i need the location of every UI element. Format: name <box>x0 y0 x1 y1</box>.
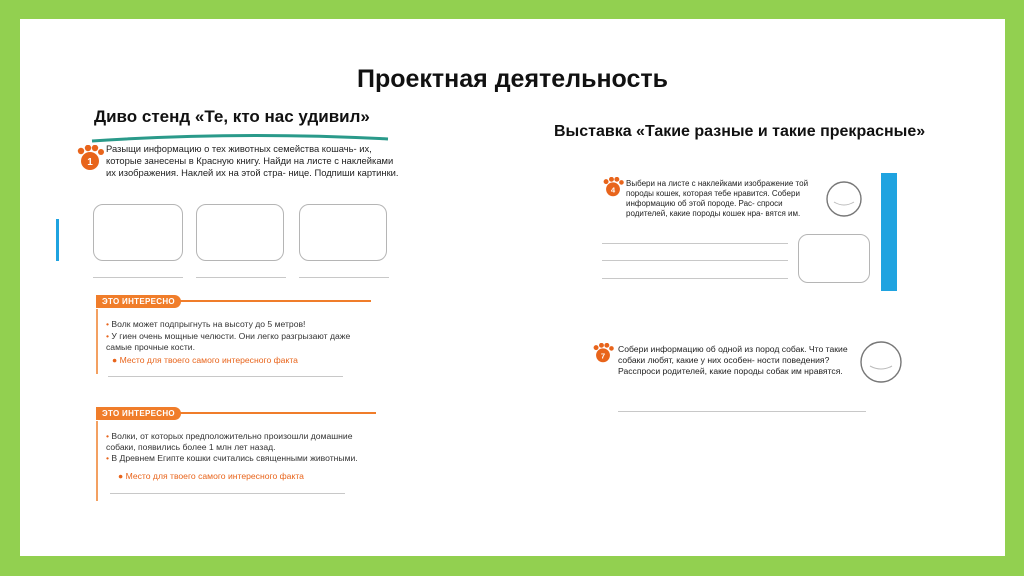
paw-icon <box>76 145 104 171</box>
write-line <box>602 243 788 244</box>
write-line <box>618 411 866 412</box>
info-tag: ЭТО ИНТЕРЕСНО <box>96 407 181 420</box>
fact: Волки, от которых предположительно произошли домашние собаки, появились более 1 млн лет назад. <box>106 431 353 452</box>
caption-line <box>93 277 183 278</box>
sticker-circle <box>858 339 904 385</box>
svg-text:7: 7 <box>600 351 606 361</box>
paw-icon <box>592 343 614 363</box>
sticker-circle <box>824 179 864 219</box>
caption-line <box>196 277 286 278</box>
task-4-text: Выбери на листе с наклейками изображение той породы кошек, которая тебе нравится. Собери информацию об этой породе. Рас- спроси родителей, какие породы кошек нра- вятся им. <box>626 179 809 218</box>
slide-title: Проектная деятельность <box>356 65 669 93</box>
blue-edge <box>881 173 897 291</box>
task-7-text: Собери информацию об одной из пород собак. Что такие собаки любят, какие у них особен- ности поведения? Расспроси родителей, какие породы собак им нравятся. <box>618 344 848 376</box>
caption-line <box>299 277 389 278</box>
task-1-text: Разыщи информацию о тех животных семейства кошачь- их, которые занесены в Красную книгу. Найди на листе с наклейками их изображения. Наклей их на этой стра- нице. Подпиши картинки. <box>106 143 399 178</box>
sticker-box-1 <box>93 204 183 261</box>
info-tag: ЭТО ИНТЕРЕСНО <box>96 295 181 308</box>
slide <box>20 19 1005 556</box>
write-line <box>602 260 788 261</box>
paw-icon <box>602 177 624 197</box>
svg-text:1: 1 <box>87 157 93 168</box>
info-box-1: ЭТО ИНТЕРЕСНО • Волк может подпрыгнуть на высоту до 5 метров! • У гиен очень мощные челюсти. Они легко разгрызают даже самые прочные кости. ● Место для твоего самого интересного факта <box>96 295 371 385</box>
sticker-box <box>798 234 870 283</box>
svg-text:4: 4 <box>610 185 616 195</box>
sticker-box-2 <box>196 204 284 261</box>
blue-edge <box>56 219 59 261</box>
fact: Волк может подпрыгнуть на высоту до 5 метров! <box>111 319 306 329</box>
fact: В Древнем Египте кошки считались священными животными. <box>111 453 358 463</box>
info-box-2: ЭТО ИНТЕРЕСНО • Волки, от которых предположительно произошли домашние собаки, появились более 1 млн лет назад. • В Древнем Египте кошки считались священными животными. ● Место для твоего самого интересного факта <box>96 407 376 503</box>
sticker-box-3 <box>299 204 387 261</box>
fact: У гиен очень мощные челюсти. Они легко разгрызают даже самые прочные кости. <box>106 331 351 352</box>
right-heading: Выставка «Такие разные и такие прекрасные» <box>554 123 926 140</box>
left-heading: Диво стенд «Те, кто нас удивил» <box>94 107 370 126</box>
place-label: Место для твоего самого интересного факта <box>119 355 298 365</box>
place-label: Место для твоего самого интересного факта <box>125 471 304 481</box>
write-line <box>602 278 788 279</box>
